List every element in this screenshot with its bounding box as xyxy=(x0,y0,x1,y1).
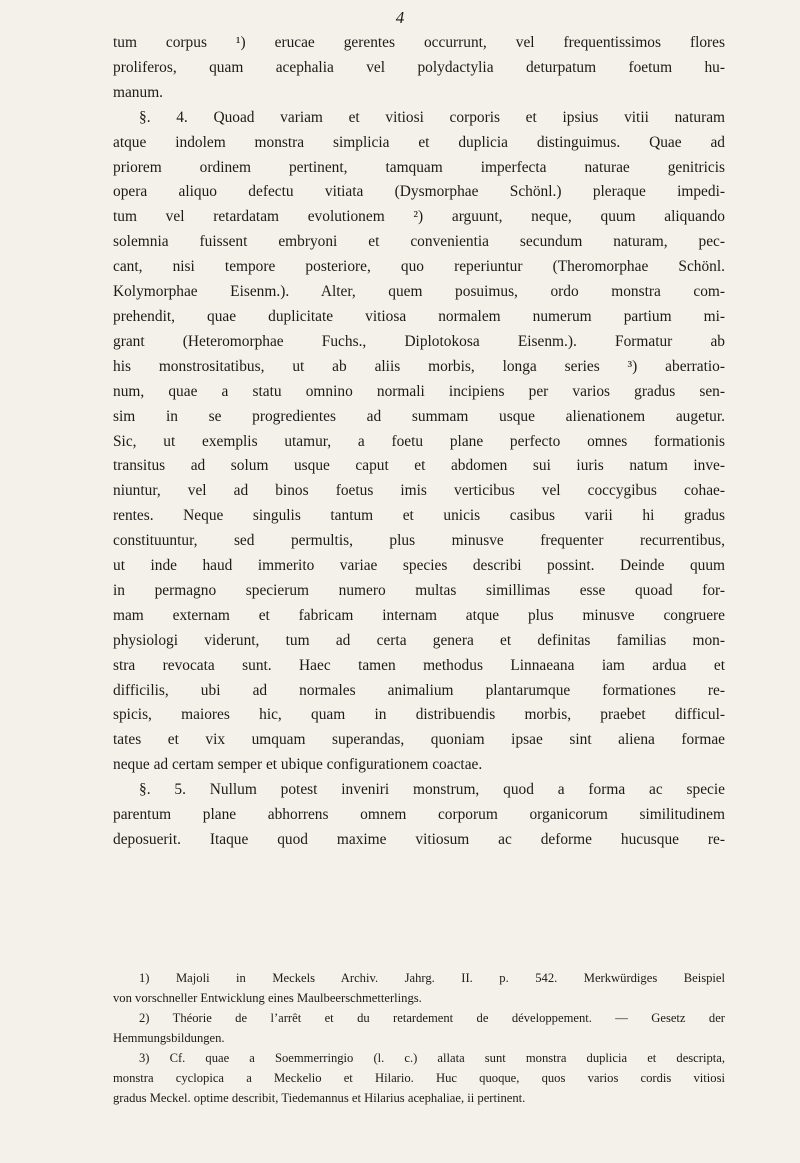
body-line: opera aliquo defectu vitiata (Dysmorphae Schönl.) pleraque impedi- xyxy=(113,183,725,201)
body-line: atque indolem monstra simplicia et duplicia distinguimus. Quae ad xyxy=(113,133,725,151)
footnotes xyxy=(113,968,725,1108)
body-line: spicis, maiores hic, quam in distribuendis morbis, praebet difficul- xyxy=(113,706,725,724)
footnote-2-cont: Hemmungsbildungen. xyxy=(113,1031,225,1045)
section-4-start: §. 4. Quoad variam et vitiosi corporis et ipsius vitii naturam xyxy=(139,108,725,126)
body-line: deposuerit. Itaque quod maxime vitiosum ac deforme hucusque re- xyxy=(113,831,725,848)
body-line: his monstrositatibus, ut ab aliis morbis, longa series ³) aberratio- xyxy=(113,357,725,375)
footnote-1: 1) Majoli in Meckels Archiv. Jahrg. II. p. 542. Merkwürdiges Beispiel xyxy=(139,971,725,985)
footnote-2: 2) Théorie de l’arrêt et du retardement de développement. — Gesetz der xyxy=(139,1011,725,1025)
body-line: priorem ordinem pertinent, tamquam imperfecta naturae genitricis xyxy=(113,158,725,176)
body-line: neque ad certam semper et ubique configurationem coactae. xyxy=(113,756,483,774)
footnote-3-cont: gradus Meckel. optime describit, Tiedemannus et Hilarius acephaliae, ii pertinent. xyxy=(113,1091,526,1105)
body-line: ut inde haud immerito variae species describi possint. Deinde quum xyxy=(113,557,725,575)
body-line: Kolymorphae Eisenm.). Alter, quem posuimus, ordo monstra com- xyxy=(113,283,725,301)
body-line: physiologi viderunt, tum ad certa genera et definitas familias mon- xyxy=(113,631,725,649)
body-line: stra revocata sunt. Haec tamen methodus Linnaeana iam ardua et xyxy=(113,656,725,674)
body-line: proliferos, quam acephalia vel polydactylia deturpatum foetum hu- xyxy=(113,58,725,76)
body-line: sim in se progredientes ad summam usque alienationem augetur. xyxy=(113,407,725,425)
body-line: tates et vix umquam superandas, quoniam ipsae sint aliena formae xyxy=(113,731,725,749)
body-line: tum vel retardatam evolutionem ²) arguunt, neque, quum aliquando xyxy=(113,208,725,226)
body-line: in permagno specierum numero multas simillimas esse quoad for- xyxy=(113,581,725,599)
page-number: 4 xyxy=(395,8,405,27)
body-line: num, quae a statu omnino normali incipiens per varios gradus sen- xyxy=(113,382,725,400)
body-line: manum. xyxy=(113,83,164,101)
body-line: tum corpus ¹) erucae gerentes occurrunt, vel frequentissimos flores xyxy=(113,34,725,51)
body-line: mam externam et fabricam internam atque plus minusve congruere xyxy=(113,606,725,624)
body-line: parentum plane abhorrens omnem corporum organicorum similitudinem xyxy=(113,806,725,824)
section-5-start: §. 5. Nullum potest inveniri monstrum, quod a forma ac specie xyxy=(139,781,725,799)
body-line: rentes. Neque singulis tantum et unicis casibus varii hi gradus xyxy=(113,507,725,525)
body-line: prehendit, quae duplicitate vitiosa normalem numerum partium mi- xyxy=(113,307,725,325)
body-line: niuntur, vel ad binos foetus imis verticibus vel coccygibus cohae- xyxy=(113,482,725,500)
footnote-3-cont: monstra cyclopica a Meckelio et Hilario. Huc quoque, quos varios cordis vitiosi xyxy=(113,1071,725,1085)
body-line: difficilis, ubi ad normales animalium plantarumque formationes re- xyxy=(113,681,725,699)
footnote-1-cont: von vorschneller Entwicklung eines Maulbeerschmetterlings. xyxy=(113,991,422,1005)
body-line: transitus ad solum usque caput et abdomen sui iuris natum inve- xyxy=(113,457,725,475)
footnote-3: 3) Cf. quae a Soemmerringio (l. c.) allata sunt monstra duplicia et descripta, xyxy=(139,1051,725,1065)
body-line: Sic, ut exemplis utamur, a foetu plane perfecto omnes formationis xyxy=(113,432,725,450)
body-line: constituuntur, sed permultis, plus minusve frequenter recurrentibus, xyxy=(113,532,725,550)
body-text xyxy=(113,31,725,853)
body-line: grant (Heteromorphae Fuchs., Diplotokosa Eisenm.). Formatur ab xyxy=(113,332,725,350)
body-line: solemnia fuissent embryoni et convenientia secundum naturam, pec- xyxy=(113,233,725,251)
body-line: cant, nisi tempore posteriore, quo reperiuntur (Theromorphae Schönl. xyxy=(113,258,725,276)
